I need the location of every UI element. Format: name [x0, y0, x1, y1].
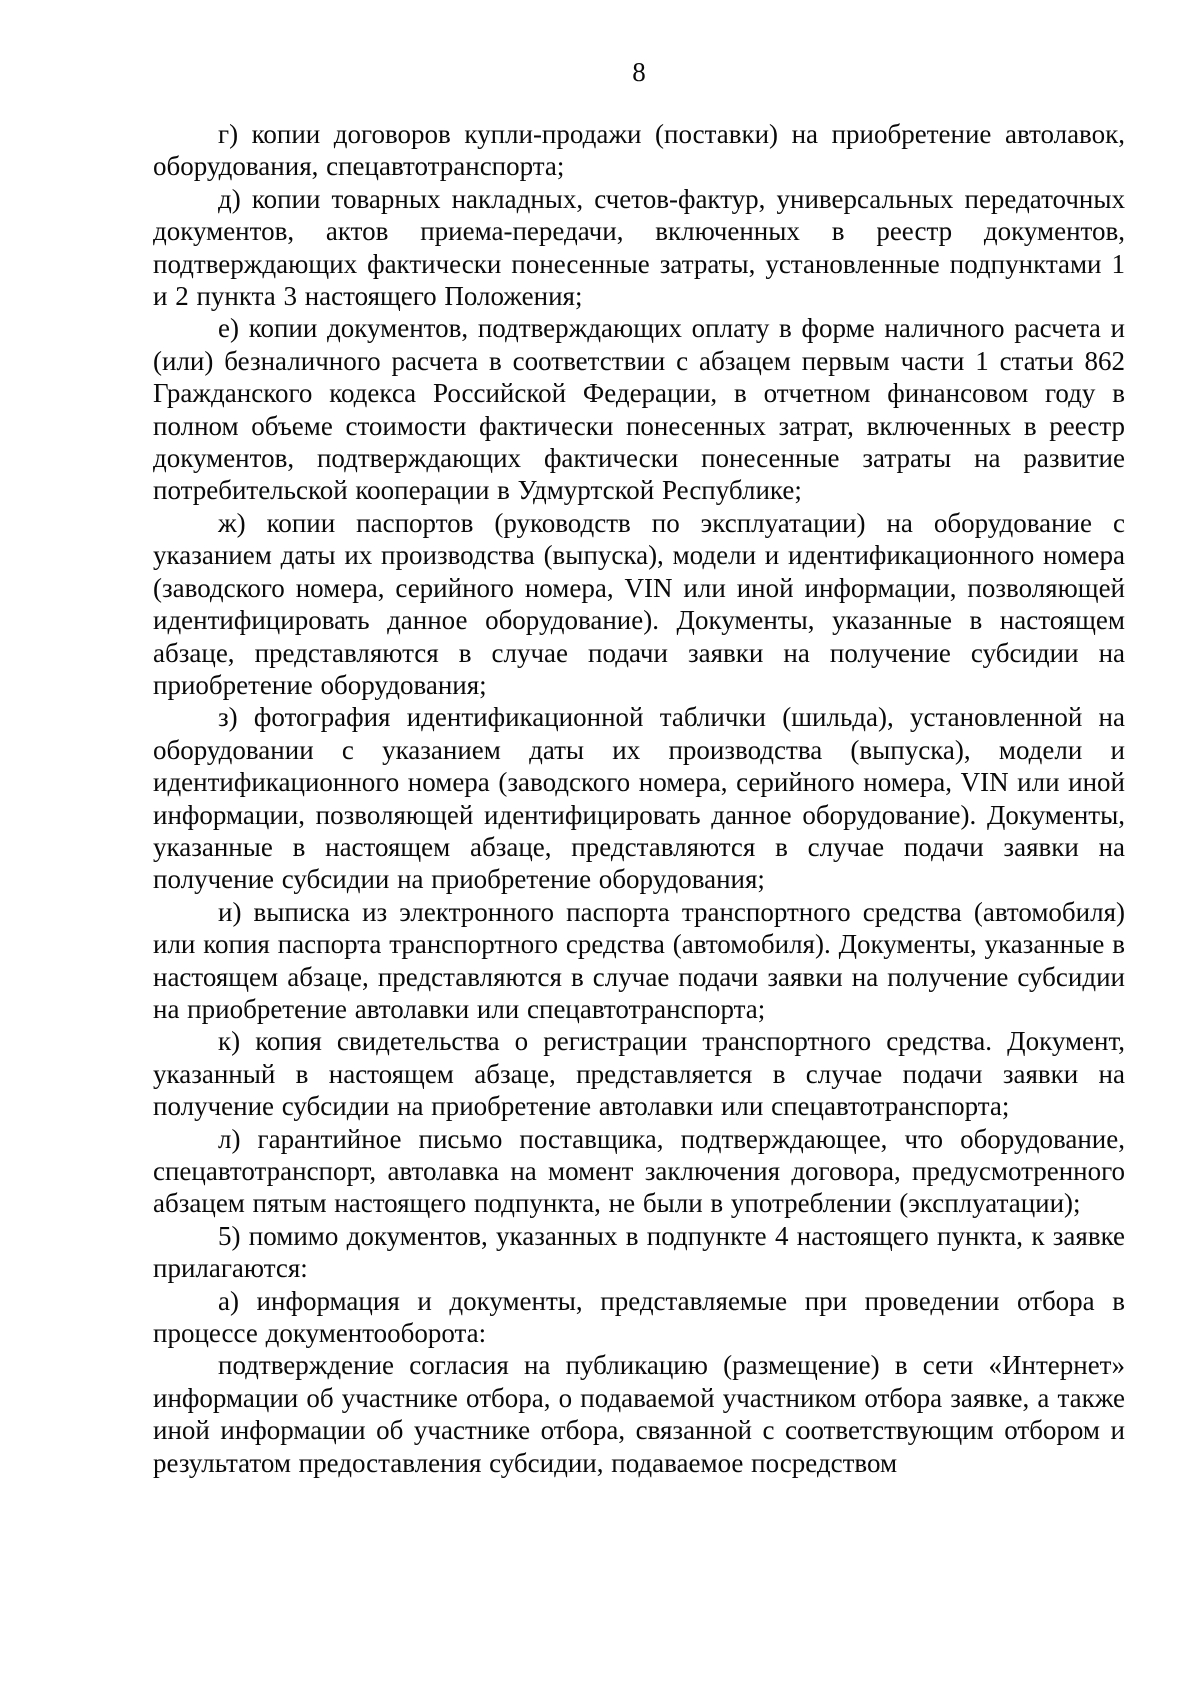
paragraph-i: и) выписка из электронного паспорта транспортного средства (автомобиля) или копия паспорта транспортного средства (автомобиля). Документы, указанные в настоящем абзаце, представляются в случае подачи заявки на получение субсидии на приобретение автолавки или спецавтотранспорта; [153, 896, 1125, 1024]
paragraph-5a: а) информация и документы, представляемые при проведении отбора в процессе документооборота: [153, 1285, 1125, 1349]
paragraph-5: 5) помимо документов, указанных в подпункте 4 настоящего пункта, к заявке прилагаются: [153, 1220, 1125, 1284]
paragraph-k: к) копия свидетельства о регистрации транспортного средства. Документ, указанный в настоящем абзаце, представляется в случае подачи заявки на получение субсидии на приобретение автолавки или спецавтотранспорта; [153, 1026, 1125, 1122]
page-number: 8 [632, 57, 646, 87]
paragraph-g: г) копии договоров купли-продажи (поставки) на приобретение автолавок, оборудования, спецавтотранспорта; [153, 119, 1125, 182]
paragraph-d: д) копии товарных накладных, счетов-фактур, универсальных передаточных документов, актов приема-передачи, включенных в реестр документов, подтверждающих фактически понесенные затраты, установленные подпунктами 1 и 2 пункта 3 настоящего Положения; [153, 183, 1125, 312]
paragraph-confirmation: подтверждение согласия на публикацию (размещение) в сети «Интернет» информации об участнике отбора, о подаваемой участником отбора заявке, а также иной информации об участнике отбора, связанной с соответствующим отбором и результатом предоставления субсидии, подаваемое посредством [153, 1350, 1125, 1478]
paragraph-e: е) копии документов, подтверждающих оплату в форме наличного расчета и (или) безналичного расчета в соответствии с абзацем первым части 1 статьи 862 Гражданского кодекса Российской Федерации, в отчетном финансовом году в полном объеме стоимости фактически понесенных затрат, включенных в реестр документов, подтверждающих фактически понесенные затраты на развитие потребительской кооперации в Удмуртской Республике; [153, 313, 1125, 506]
paragraph-l: л) гарантийное письмо поставщика, подтверждающее, что оборудование, спецавтотранспорт, автолавка на момент заключения договора, предусмотренного абзацем пятым настоящего подпункта, не были в употреблении (эксплуатации); [153, 1123, 1125, 1219]
paragraph-z: з) фотография идентификационной таблички (шильда), установленной на оборудовании с указанием даты их производства (выпуска), модели и идентификационного номера (заводского номера, серийного номера, VIN или иной информации, позволяющей идентифицировать данное оборудование). Документы, указанные в настоящем абзаце, представляются в случае подачи заявки на получение субсидии на приобретение оборудования; [153, 702, 1125, 895]
document-body [153, 118, 1125, 1479]
paragraph-zh: ж) копии паспортов (руководств по эксплуатации) на оборудование с указанием даты их производства (выпуска), модели и идентификационного номера (заводского номера, серийного номера, VIN или иной информации, позволяющей идентифицировать данное оборудование). Документы, указанные в настоящем абзаце, представляются в случае подачи заявки на получение субсидии на приобретение оборудования; [153, 507, 1125, 700]
